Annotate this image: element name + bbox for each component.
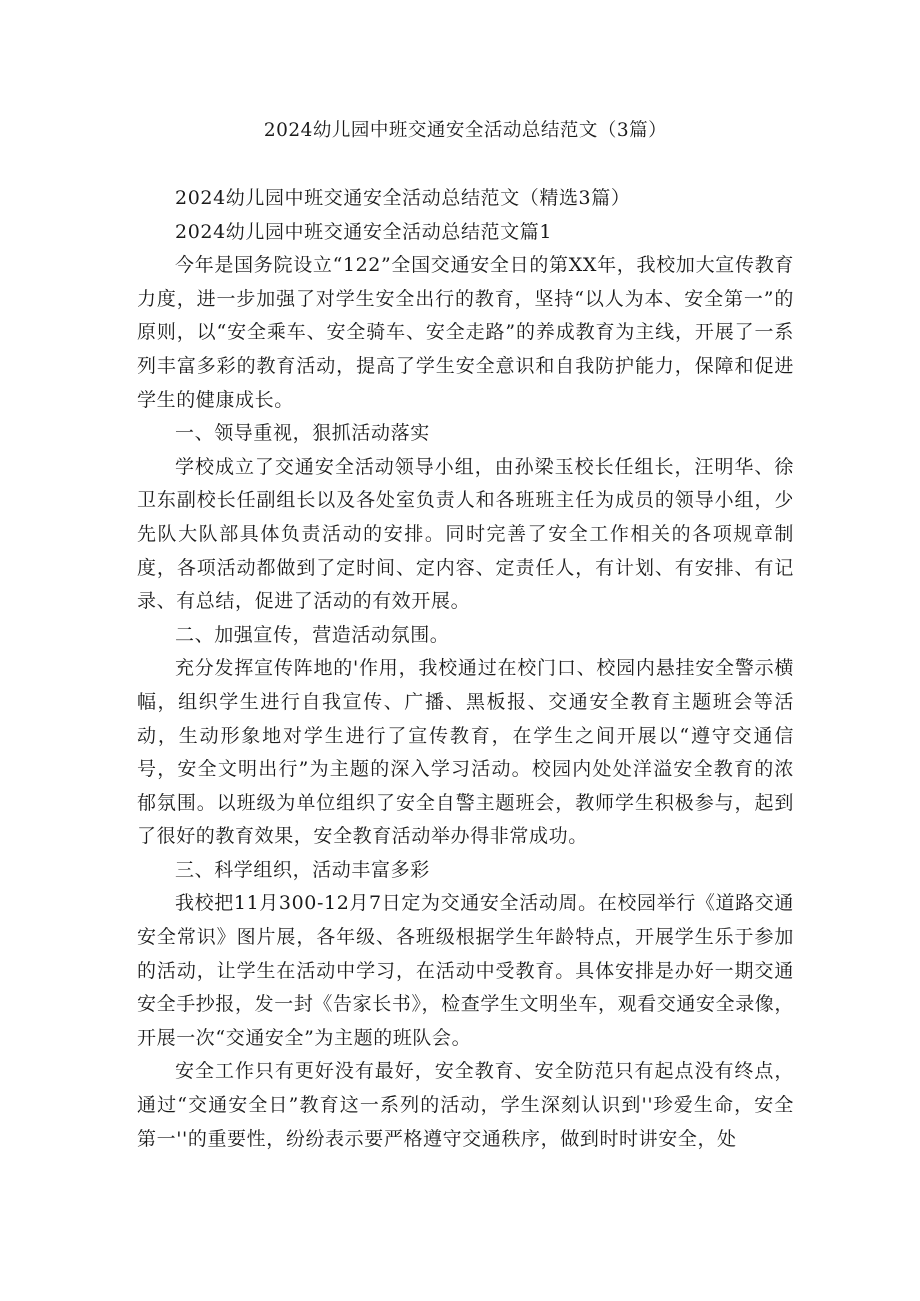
heading-publicity: 二、加强宣传，营造活动氛围。 — [175, 623, 450, 646]
paragraph-organization: 我校把11月300-12月7日定为交通安全活动周。在校园举行《道路交通安全常识》图片展，各年级、各班级根据学生年龄特点，开展学生乐于参加的活动，让学生在活动中学习，在活动中受教育。具体安排是办好一期交通安全手抄报，发一封《告家长书》，检查学生文明坐车，观看交通安全录像，开展一次“交通安全”为主题的班队会。 — [137, 892, 794, 1049]
heading-organization: 三、科学组织，活动丰富多彩 — [175, 858, 430, 881]
paragraph-leadership: 学校成立了交通安全活动领导小组，由孙梁玉校长任组长，汪明华、徐卫东副校长任副组长以及各处室负责人和各班班主任为成员的领导小组，少先队大队部具体负责活动的安排。同时完善了安全工作相关的各项规章制度，各项活动都做到了定时间、定内容、定责任人，有计划、有安排、有记录、有总结，促进了活动的有效开展。 — [137, 455, 794, 613]
section-title: 2024幼儿园中班交通安全活动总结范文篇1 — [175, 220, 553, 243]
document-title: 2024幼儿园中班交通安全活动总结范文（3篇） — [263, 120, 668, 141]
document-subtitle: 2024幼儿园中班交通安全活动总结范文（精选3篇） — [175, 187, 631, 209]
paragraph-publicity: 充分发挥宣传阵地的'作用，我校通过在校门口、校园内悬挂安全警示横幅，组织学生进行自我宣传、广播、黑板报、交通安全教育主题班会等活动，生动形象地对学生进行了宣传教育，在学生之间开展以“遵守交通信号，安全文明出行”为主题的深入学习活动。校园内处处洋溢安全教育的浓郁氛围。以班级为单位组织了安全自警主题班会，教师学生积极参与，起到了很好的教育效果，安全教育活动举办得非常成功。 — [137, 657, 794, 848]
heading-leadership: 一、领导重视，狠抓活动落实 — [175, 422, 430, 445]
paragraph-conclusion: 安全工作只有更好没有最好，安全教育、安全防范只有起点没有终点，通过“交通安全日”教育这一系列的活动，学生深刻认识到''珍爱生命，安全第一''的重要性，纷纷表示要严格遵守交通秩序，做到时时讲安全，处 — [137, 1060, 794, 1150]
paragraph-intro: 今年是国务院设立“122”全国交通安全日的第XX年，我校加大宣传教育力度，进一步加强了对学生安全出行的教育，坚持“以人为本、安全第一”的原则，以“安全乘车、安全骑车、安全走路”的养成教育为主线，开展了一系列丰富多彩的教育活动，提高了学生安全意识和自我防护能力，保障和促进学生的健康成长。 — [137, 254, 794, 411]
